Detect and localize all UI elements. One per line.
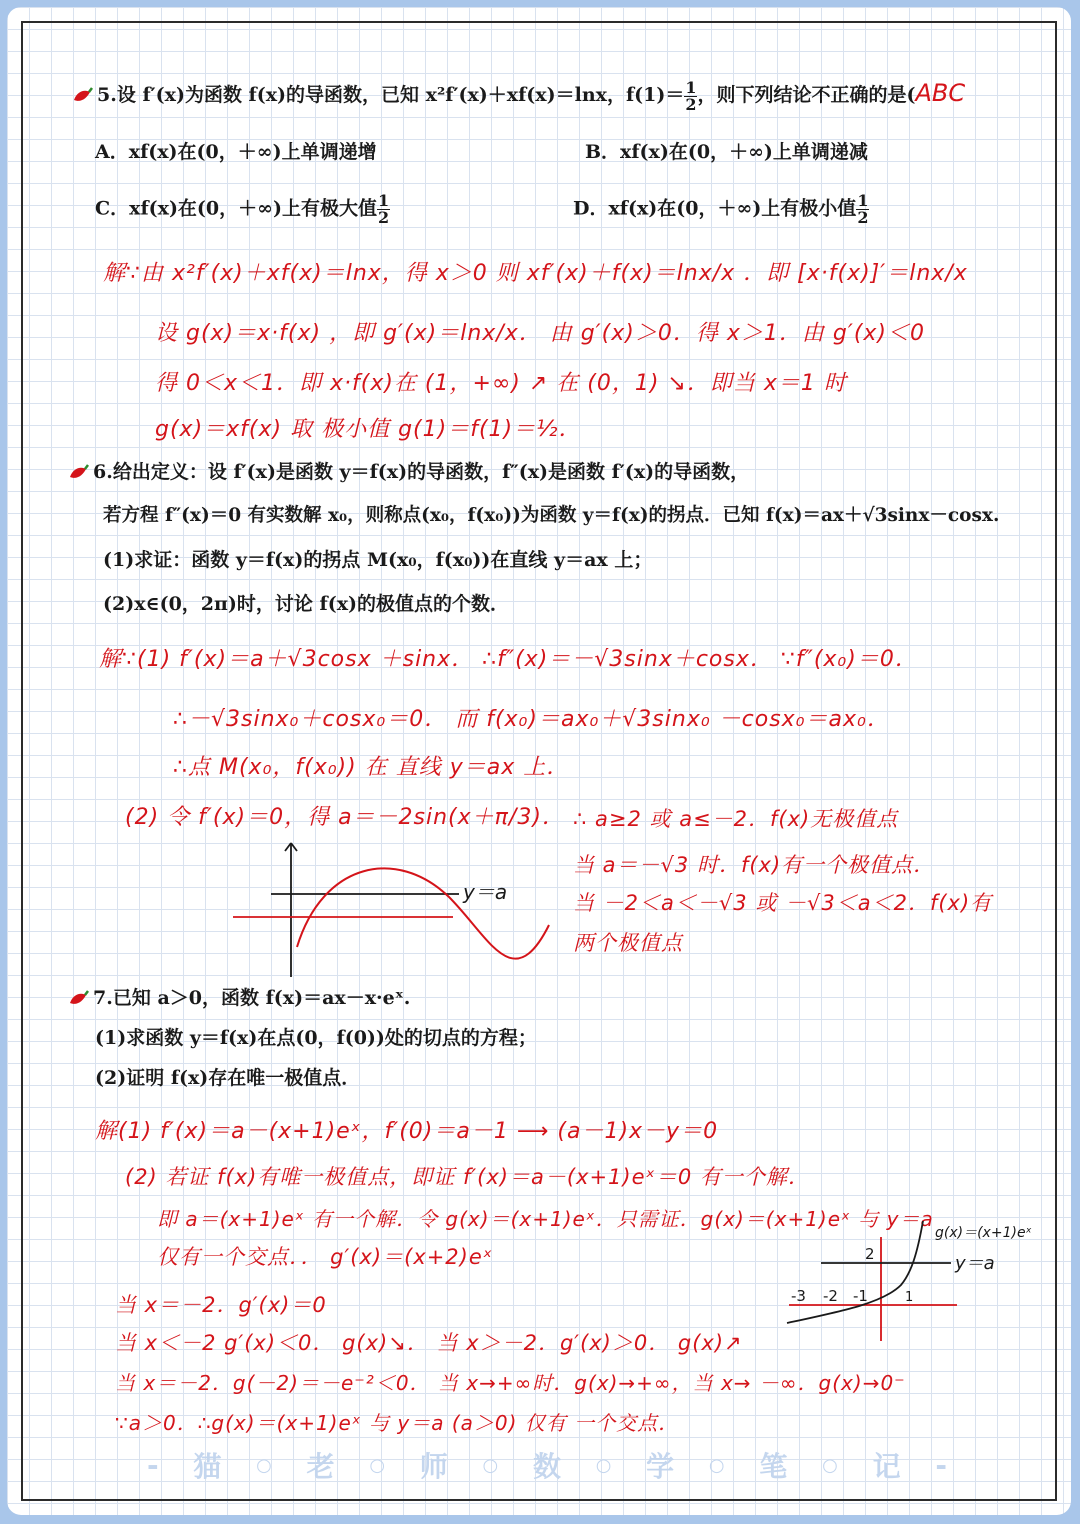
q7-solution-line-6: 当 x＜－2 g′(x)＜0． g(x)↘． 当 x＞－2．g′(x)＞0． g(x)↗ <box>115 1331 743 1355</box>
q6-solution-2-right-2: 当 a＝－√3 时．f(x)有一个极值点． <box>573 853 936 877</box>
q5-option-b: B．xf(x)在(0，＋∞)上单调递减 <box>585 141 868 163</box>
q7-solution-line-7: 当 x＝－2．g(－2)＝－e⁻²＜0． 当 x→+∞时．g(x)→+∞，当 x→ －∞．g(x)→0⁻ <box>115 1371 906 1395</box>
q7-sketch-x-tick-neg1: -1 <box>853 1287 868 1305</box>
q5-solution-line-4: g(x)＝xf(x) 取 极小值 g(1)＝f(1)＝½． <box>155 417 582 442</box>
q6-solution-1-line-2: ∴－√3sinx₀＋cosx₀＝0． 而 f(x₀)＝ax₀＋√3sinx₀ －cosx₀＝ax₀． <box>173 707 890 732</box>
q7-line-2: (1)求函数 y＝f(x)在点(0，f(0))处的切点的方程； <box>95 1027 537 1049</box>
q7-solution-line-1: 解(1) f′(x)＝a－(x+1)eˣ，f′(0)＝a－1 ⟶ (a－1)x－y＝0 <box>95 1119 719 1144</box>
q5-stem-text: 5.设 f′(x)为函数 f(x)的导函数，已知 x²f′(x)＋xf(x)＝lnx，f(1)＝ <box>97 84 685 106</box>
q5-stem-fraction: $\frac{1}{2}$ <box>685 77 697 114</box>
chili-pepper-icon <box>67 463 89 483</box>
q5-solution-line-1: 解∵由 x²f′(x)＋xf(x)＝lnx，得 x＞0 则 xf′(x)＋f(x)＝lnx/x ．即 [x·f(x)]′＝lnx/x <box>103 261 968 286</box>
q7-sketch-x-tick-neg3: -3 <box>791 1287 806 1305</box>
q5-option-d: D．xf(x)在(0，＋∞)上有极小值 $\frac{1}{2}$ <box>573 191 869 227</box>
q7-sketch-line-label: y＝a <box>955 1253 995 1274</box>
q5-stem-tail: ，则下列结论不正确的是( <box>697 84 916 106</box>
q5-stem <box>71 79 965 113</box>
q6-solution-2-right-4: 两个极值点 <box>573 931 683 955</box>
q5-option-a: A．xf(x)在(0，＋∞)上单调递增 <box>95 141 377 163</box>
q5-solution-line-3: 得 0＜x＜1．即 x·f(x)在 (1，+∞) ↗ 在 (0，1) ↘．即当 x＝1 时 <box>155 371 847 396</box>
chili-pepper-icon <box>67 989 89 1009</box>
q7-solution-line-8: ∵a＞0．∴g(x)＝(x+1)eˣ 与 y＝a (a＞0) 仅有 一个交点． <box>115 1411 680 1435</box>
q7-sketch-curve-label: g(x)＝(x+1)eˣ <box>935 1225 1032 1241</box>
q7-exp-sketch <box>783 1215 1053 1345</box>
watermark: - 猫 ○ 老 ○ 师 ○ 数 ○ 学 ○ 笔 ○ 记 - <box>147 1448 947 1483</box>
q7-sketch-curve <box>787 1221 923 1323</box>
q6-solution-2-lead: (2) 令 f′(x)＝0，得 a＝－2sin(x＋π/3)． <box>125 805 565 830</box>
q6-sine-sketch <box>227 837 567 987</box>
q6-solution-1-line-1: 解∵(1) f′(x)＝a＋√3cosx ＋sinx． ∴f″(x)＝－√3sinx＋cosx． ∵f″(x₀)＝0． <box>99 647 918 672</box>
q7-solution-line-2: (2) 若证 f(x)有唯一极值点，即证 f′(x)＝a－(x+1)eˣ＝0 有一个解． <box>125 1165 810 1189</box>
q6-solution-2-right-3: 当 －2＜a＜－√3 或 －√3＜a＜2．f(x)有 <box>573 891 993 915</box>
notebook-page <box>7 7 1071 1515</box>
q6-line-4: (2)x∈(0，2π)时，讨论 f(x)的极值点的个数． <box>103 593 510 615</box>
q7-solution-line-4: 仅有一个交点．． g′(x)＝(x+2)eˣ <box>157 1245 494 1269</box>
q6-solution-1-line-3: ∴点 M(x₀，f(x₀)) 在 直线 y＝ax 上． <box>173 755 570 780</box>
q5-solution-line-2: 设 g(x)＝x·f(x) ，即 g′(x)＝lnx/x． 由 g′(x)＞0．得 x＞1．由 g′(x)＜0 <box>155 321 926 346</box>
q7-sketch-y-tick: 2 <box>865 1245 875 1263</box>
q6-line-2: 若方程 f″(x)＝0 有实数解 x₀，则称点(x₀，f(x₀))为函数 y＝f(x)的拐点．已知 f(x)＝ax＋√3sinx－cosx. <box>103 505 1000 526</box>
chili-pepper-icon <box>71 86 93 106</box>
q5-option-c: C．xf(x)在(0，＋∞)上有极大值 $\frac{1}{2}$ <box>95 191 390 227</box>
q7-solution-line-5: 当 x＝－2．g′(x)＝0 <box>115 1293 327 1317</box>
q7-line-3: (2)证明 f(x)存在唯一极值点． <box>95 1067 361 1089</box>
q6-sketch-curve <box>297 868 549 958</box>
q6-sketch-label: y＝a <box>463 880 508 904</box>
q7-sketch-x-tick-1: 1 <box>905 1290 914 1305</box>
q6-line-1: 6.给出定义：设 f′(x)是函数 y＝f(x)的导函数，f″(x)是函数 f′(x)的导函数， <box>67 461 749 484</box>
q7-solution-line-3: 即 a＝(x+1)eˣ 有一个解．令 g(x)＝(x+1)eˣ．只需证．g(x)＝(x+1)eˣ 与 y＝a <box>157 1207 934 1231</box>
q6-line-3: (1)求证：函数 y＝f(x)的拐点 M(x₀，f(x₀))在直线 y＝ax 上； <box>103 549 653 571</box>
q5-answer-handwritten: ABC <box>915 79 966 107</box>
q6-solution-2-right-1: ∴ a≥2 或 a≤－2．f(x)无极值点 <box>573 807 899 831</box>
q7-line-1: 7.已知 a＞0，函数 f(x)＝ax－x·eˣ. <box>67 987 410 1010</box>
q7-sketch-x-tick-neg2: -2 <box>823 1287 838 1305</box>
